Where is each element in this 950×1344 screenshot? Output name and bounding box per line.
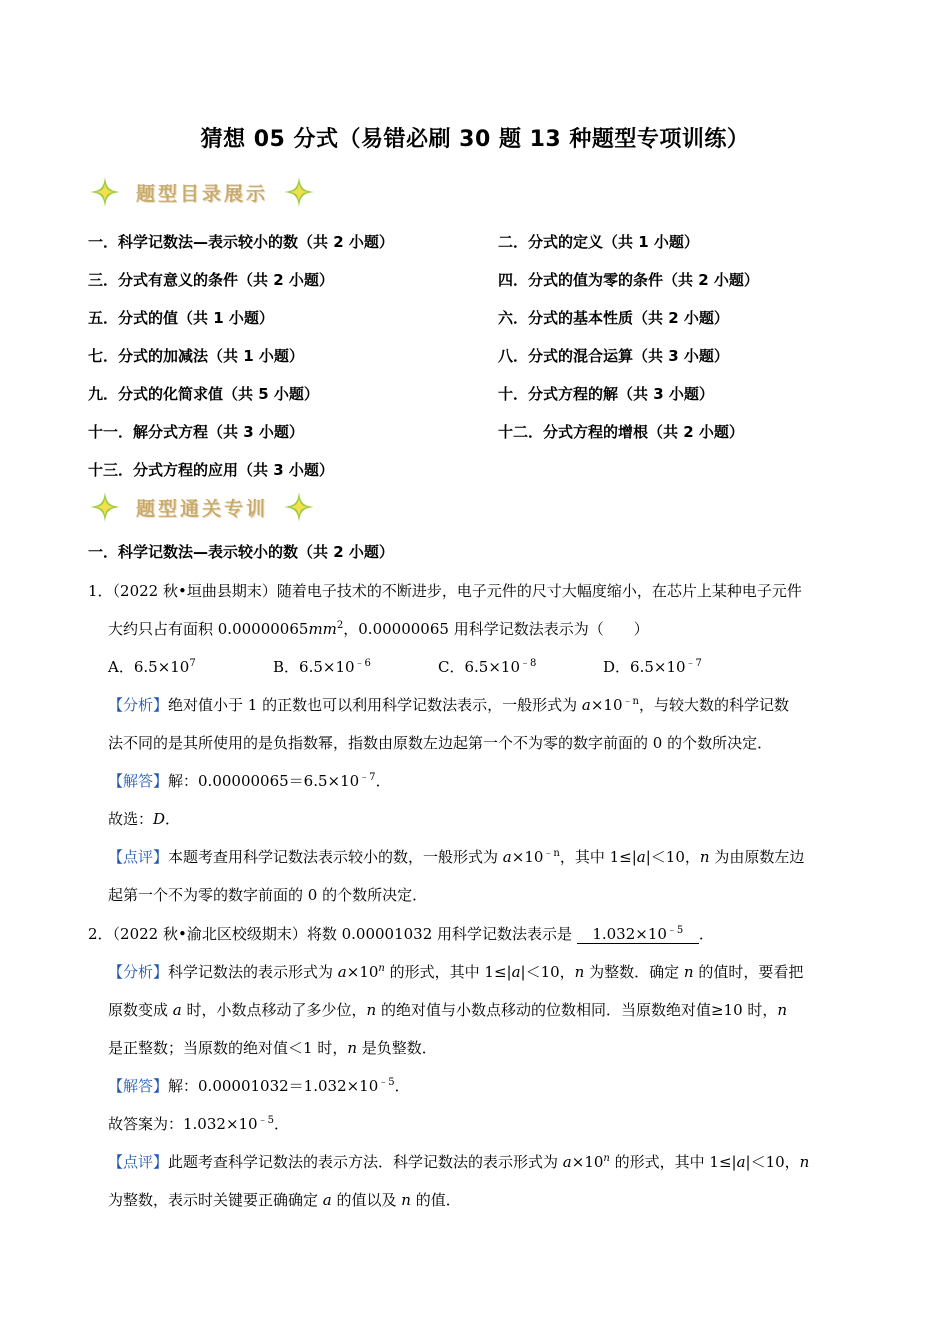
toc-item[interactable]: 十三．分式方程的应用（共 3 小题）: [88, 460, 334, 479]
banner-train: [88, 490, 316, 524]
comment: 【点评】此题考查科学记数法的表示方法．科学记数法的表示形式为 $a\times 10^n$ 的形式，其中 1≤|a|＜10，n: [108, 1153, 810, 1171]
toc-item[interactable]: 六．分式的基本性质（共 2 小题）: [498, 308, 729, 327]
answer-options: [108, 656, 803, 677]
comment-cont: 为整数，表示时关键要正确确定 a 的值以及 n 的值．: [108, 1191, 461, 1209]
comment: 【点评】本题考查用科学记数法表示较小的数，一般形式为 $a\times 10^{﹣n}$，其中 1≤|a|＜10，n 为由原数左边: [108, 848, 805, 866]
banner-toc-label: 题型目录展示: [136, 182, 269, 205]
toc-item[interactable]: 四．分式的值为零的条件（共 2 小题）: [498, 270, 759, 289]
toc-row: [88, 374, 868, 412]
toc-item[interactable]: 一．科学记数法—表示较小的数（共 2 小题）: [88, 232, 394, 251]
analysis-cont: 原数变成 a 时，小数点移动了多少位，n 的绝对值与小数点移动的位数相同．当原数绝对值≥10 时，n: [108, 1001, 788, 1019]
sparkle-icon: [88, 175, 122, 209]
analysis-tag: 【分析】: [108, 963, 169, 981]
toc-item[interactable]: 三．分式有意义的条件（共 2 小题）: [88, 270, 334, 289]
answer-blank[interactable]: $1.032\times 10^{﹣5}$: [577, 925, 699, 944]
section-heading: 一．科学记数法—表示较小的数（共 2 小题）: [88, 543, 394, 561]
toc-item[interactable]: 十二．分式方程的增根（共 2 小题）: [498, 422, 744, 441]
question-stem: 大约只占有面积 $0.00000065mm^2$，0.00000065 用科学记数法表示为（ ）: [108, 620, 649, 638]
toc-list: [88, 222, 868, 488]
toc-row: [88, 222, 868, 260]
toc-item[interactable]: 二．分式的定义（共 1 小题）: [498, 232, 699, 251]
toc-row: [88, 336, 868, 374]
analysis: 【分析】科学记数法的表示形式为 $a\times 10^n$ 的形式，其中 1≤|a|＜10，n 为整数．确定 n 的值时，要看把: [108, 963, 804, 981]
final-answer: 故答案为：$1.032\times 10^{﹣5}$．: [108, 1115, 289, 1133]
answer-tag: 【解答】: [108, 772, 169, 790]
toc-item[interactable]: 九．分式的化简求值（共 5 小题）: [88, 384, 319, 403]
toc-row: [88, 260, 868, 298]
toc-row: [88, 298, 868, 336]
banner-toc: [88, 175, 316, 209]
answer: 【解答】解：$0.00000065=6.5\times 10^{﹣7}$．: [108, 772, 391, 790]
question-stem: 1．（2022 秋•垣曲县期末）随着电子技术的不断进步，电子元件的尺寸大幅度缩小，在芯片上某种电子元件: [88, 582, 802, 600]
toc-item[interactable]: 五．分式的值（共 1 小题）: [88, 308, 274, 327]
analysis-cont: 是正整数；当原数的绝对值＜1 时，n 是负整数．: [108, 1039, 437, 1057]
analysis: 【分析】绝对值小于 1 的正数也可以利用科学记数法表示，一般形式为 $a\times 10^{﹣n}$，与较大数的科学记数: [108, 696, 789, 714]
analysis-tag: 【分析】: [108, 696, 169, 714]
comment-cont: 起第一个不为零的数字前面的 0 的个数所决定．: [108, 886, 428, 904]
option-c[interactable]: C．$6.5\times 10^{﹣8}$: [438, 658, 537, 676]
question-stem: 2．（2022 秋•渝北区校级期末）将数 0.00001032 用科学记数法表示是 $1.032\times 10^{﹣5}$ ．: [88, 925, 714, 943]
answer-tag: 【解答】: [108, 1077, 169, 1095]
sparkle-icon: [282, 490, 316, 524]
comment-tag: 【点评】: [108, 848, 169, 866]
analysis-cont: 法不同的是其所使用的是负指数幂，指数由原数左边起第一个不为零的数字前面的 0 的个数所决定．: [108, 734, 773, 752]
option-a[interactable]: A．$6.5\times 10^7$: [108, 658, 196, 676]
option-b[interactable]: B．$6.5\times 10^{﹣6}$: [273, 658, 371, 676]
toc-item[interactable]: 七．分式的加减法（共 1 小题）: [88, 346, 304, 365]
comment-tag: 【点评】: [108, 1153, 169, 1171]
sparkle-icon: [282, 175, 316, 209]
toc-item[interactable]: 十一．解分式方程（共 3 小题）: [88, 422, 304, 441]
toc-item[interactable]: 八．分式的混合运算（共 3 小题）: [498, 346, 729, 365]
banner-train-label: 题型通关专训: [136, 497, 269, 520]
answer: 【解答】解：$0.00001032=1.032\times 10^{﹣5}$．: [108, 1077, 410, 1095]
toc-row: [88, 450, 868, 488]
toc-row: [88, 412, 868, 450]
toc-item[interactable]: 十．分式方程的解（共 3 小题）: [498, 384, 714, 403]
sparkle-icon: [88, 490, 122, 524]
choice: 故选：D．: [108, 810, 181, 828]
option-d[interactable]: D．$6.5\times 10^{﹣7}$: [603, 658, 702, 676]
page-title: 猜想 05 分式（易错必刷 30 题 13 种题型专项训练）: [200, 127, 750, 152]
